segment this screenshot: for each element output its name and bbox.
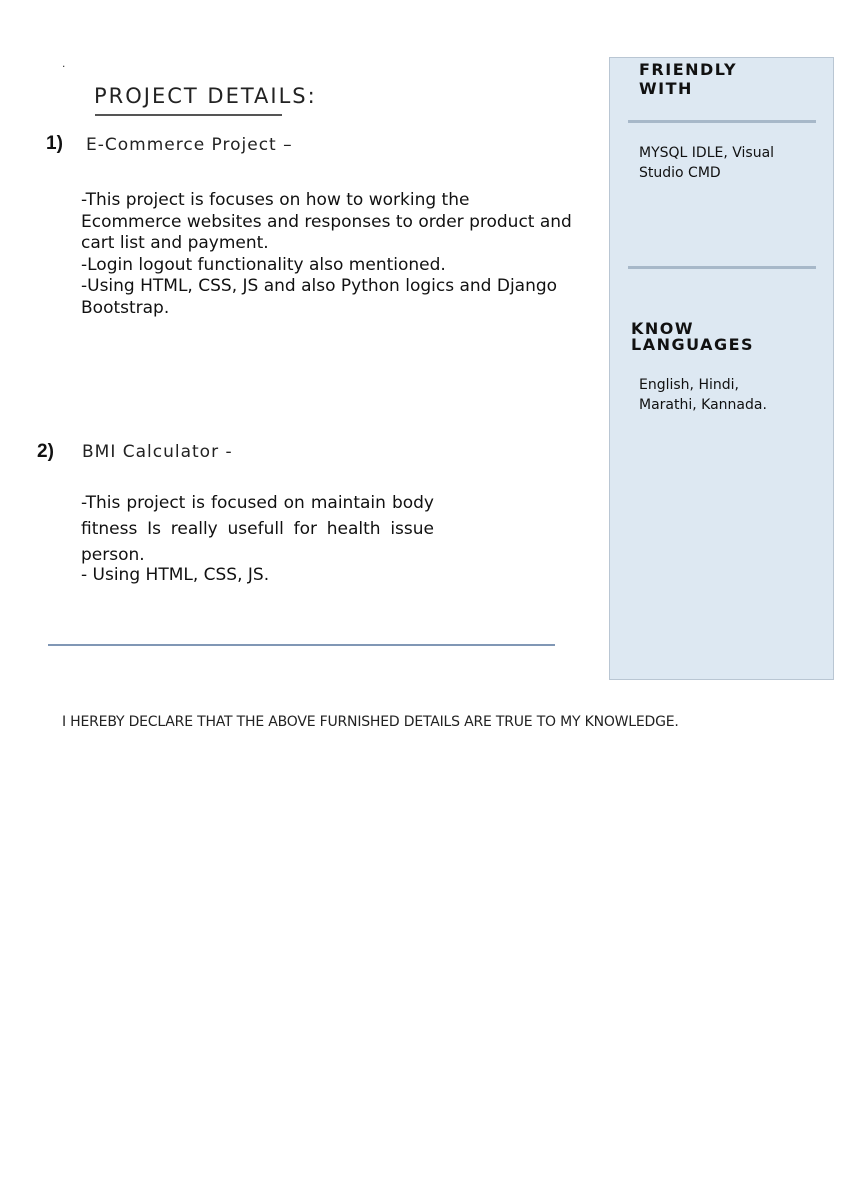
description-line: cart list and payment. [81,233,269,254]
text-line: Studio CMD [639,164,721,181]
description-line: Bootstrap. [81,297,170,318]
project-description [81,490,434,588]
project-title: BMI Calculator - [82,442,233,462]
friendly-with-heading [639,60,737,98]
stray-dot: . [62,56,66,70]
sidebar-divider [628,120,816,123]
description-line: fitness Is really usefull for health issue [81,519,434,539]
text-line: Marathi, Kannada. [639,396,767,413]
declaration-statement: I HEREBY DECLARE THAT THE ABOVE FURNISHED DETAILS ARE TRUE TO MY KNOWLEDGE. [62,714,679,730]
description-line: -This project is focuses on how to working the [81,190,470,210]
description-line: -Using HTML, CSS, JS and also Python logics and Django [81,276,558,297]
section-title-underline [95,114,282,116]
sidebar-panel [609,57,834,680]
section-divider [48,644,555,646]
description-line: - Using HTML, CSS, JS. [81,565,270,585]
project-number: 2) [37,441,54,462]
sidebar-divider [628,266,816,269]
text-line: English, Hindi, [639,377,739,393]
project-description [81,190,572,320]
languages-text [639,376,767,415]
project-title: E-Commerce Project – [86,135,293,155]
text-line: MYSQL IDLE, Visual [639,145,775,161]
friendly-with-text [639,144,774,183]
section-title: PROJECT DETAILS: [94,84,317,108]
description-line: Ecommerce websites and responses to order product and [81,211,572,232]
description-line: person. [81,545,145,565]
languages-heading [631,321,754,353]
heading-line: WITH [639,79,693,98]
heading-line: KNOW [631,319,695,338]
description-line: -This project is focused on maintain body [81,493,434,513]
heading-line: LANGUAGES [631,335,755,354]
description-line: -Login logout functionality also mentioned. [81,254,446,275]
project-number: 1) [46,133,63,154]
heading-line: FRIENDLY [639,60,738,79]
